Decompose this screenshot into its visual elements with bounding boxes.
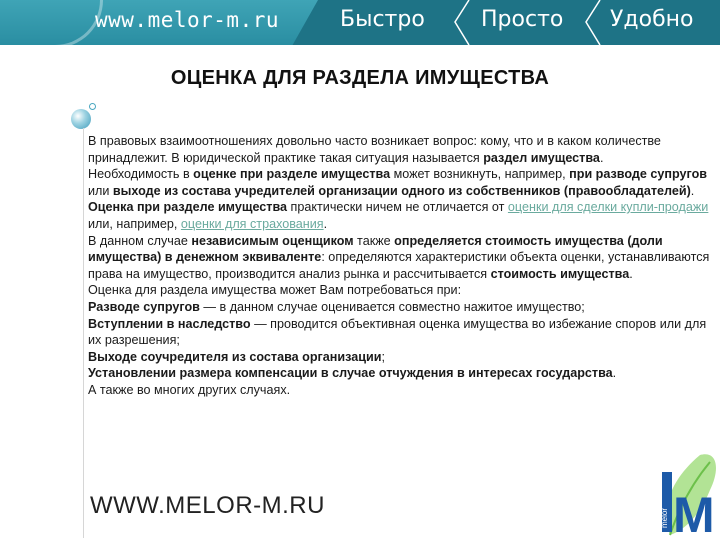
paragraph-necessity: Необходимость в оценке при разделе имущества может возникнуть, например, при разводе супругов или выходе из состава учредителей организации одного из собственников (правообладателей). <box>88 167 708 198</box>
link-sale-valuation[interactable]: оценки для сделки купли-продажи <box>507 200 709 215</box>
page-title: ОЦЕНКА ДЛЯ РАЗДЕЛА ИМУЩЕСТВА <box>170 67 550 89</box>
tag-convenient: Удобно <box>610 7 694 32</box>
list-item: Вступлении в наследство — проводится объективная оценка имущества во избежание споров или для их разрешения; <box>88 316 707 348</box>
paragraph-cases-intro: Оценка для раздела имущества может Вам потребоваться при: <box>88 283 462 298</box>
separator-icon <box>452 0 472 45</box>
tag-fast: Быстро <box>340 7 425 32</box>
paragraph-other-cases: А также во многих других случаях. <box>88 382 291 397</box>
list-item: Выходе соучредителя из состава организации; <box>88 349 385 364</box>
bubble-decoration <box>71 109 91 129</box>
paragraph-comparison: Оценка при разделе имущества практически ничем не отличается от оценки для сделки купли-продажи или, например, оценки для страхования. <box>88 200 709 231</box>
vertical-rule <box>83 128 84 538</box>
melor-logo-icon <box>640 450 720 540</box>
svg-text:melor: melor <box>660 507 669 528</box>
link-insurance-valuation[interactable]: оценки для страхования <box>180 216 324 231</box>
list-item: Установлении размера компенсации в случае отчуждения в интересах государства. <box>88 366 617 381</box>
list-item: Разводе супругов — в данном случае оценивается совместно нажитое имущество; <box>88 299 585 314</box>
paragraph-intro: В правовых взаимоотношениях довольно часто возникает вопрос: кому, что и в каком количестве принадлежит. В юридической практике такая ситуация называется раздел имущества. <box>88 134 661 165</box>
article-body <box>88 133 712 399</box>
svg-text:M: M <box>673 487 715 540</box>
site-url: www.melor-m.ru <box>95 8 280 32</box>
paragraph-process: В данном случае независимым оценщиком также определяется стоимость имущества (доли имущества) в денежном эквиваленте: определяются характеристики объекта оценки, устанавливаются права на имущество, производится анализ рынка и рассчитывается стоимость имущества. <box>88 233 710 281</box>
footer-url: WWW.MELOR-M.RU <box>90 492 325 519</box>
header-bar <box>0 0 720 45</box>
small-circle-decoration <box>89 103 96 110</box>
tag-simple: Просто <box>481 7 564 32</box>
separator-icon <box>583 0 603 45</box>
